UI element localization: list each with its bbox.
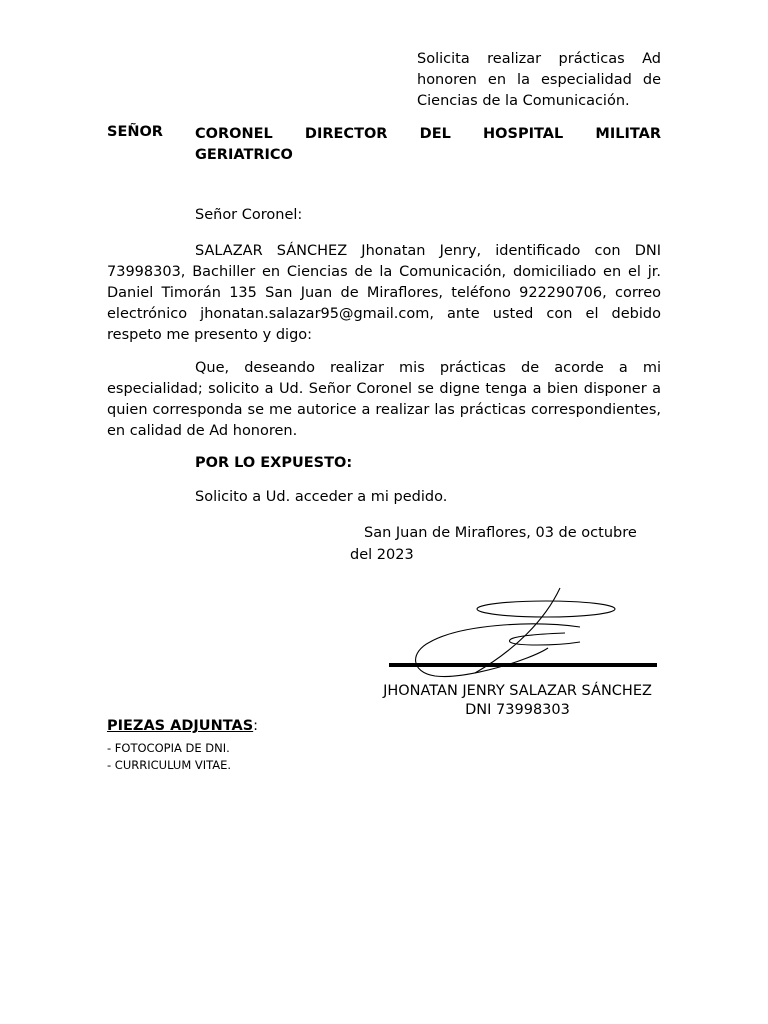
subject-line-3: Ciencias de la Comunicación. xyxy=(417,93,630,109)
attachments-title-text: PIEZAS ADJUNTAS xyxy=(107,718,254,734)
salutation: Señor Coronel: xyxy=(195,207,303,223)
date-line xyxy=(350,522,650,566)
attachment-item: - FOTOCOPIA DE DNI. xyxy=(107,741,230,755)
subject-summary xyxy=(417,49,661,112)
closing-heading: POR LO EXPUESTO: xyxy=(195,455,353,471)
attachments-title xyxy=(107,718,258,734)
closing-request: Solicito a Ud. acceder a mi pedido. xyxy=(195,489,448,505)
addressee-line-2: GERIATRICO xyxy=(195,147,293,163)
attachment-item: - CURRICULUM VITAE. xyxy=(107,758,232,772)
addressee xyxy=(195,124,661,166)
addressee-label: SEÑOR xyxy=(107,124,163,140)
attachments-list xyxy=(107,740,231,774)
body-paragraph-2: Que, deseando realizar mis prácticas de acorde a mi especialidad; solicito a Ud. Señor Coronel se digne tenga a bien disponer a quien corresponda se me autorice a realizar las prácticas correspondientes, en calidad de Ad honoren. xyxy=(107,360,661,439)
date-line-1: San Juan de Miraflores, 03 de octubre xyxy=(364,525,637,541)
signer-block xyxy=(370,682,665,720)
subject-line-1: Solicita realizar prácticas Ad xyxy=(417,51,661,67)
attachments-title-colon: : xyxy=(253,718,259,734)
subject-line-2: honoren en la especialidad de xyxy=(417,72,661,88)
date-line-2: del 2023 xyxy=(350,547,414,563)
signer-dni: DNI 73998303 xyxy=(465,702,570,718)
signer-name: JHONATAN JENRY SALAZAR SÁNCHEZ xyxy=(383,683,652,699)
addressee-line-1: CORONEL DIRECTOR DEL HOSPITAL MILITAR xyxy=(195,126,661,142)
body-paragraph-1: SALAZAR SÁNCHEZ Jhonatan Jenry, identificado con DNI 73998303, Bachiller en Ciencias de la Comunicación, domiciliado en el jr. Daniel Timorán 135 San Juan de Miraflores, teléfono 922290706, correo electrónico jhonatan.salazar95@gmail.com, ante usted con el debido respeto me presento y digo: xyxy=(107,243,661,343)
signature-line xyxy=(389,663,657,667)
